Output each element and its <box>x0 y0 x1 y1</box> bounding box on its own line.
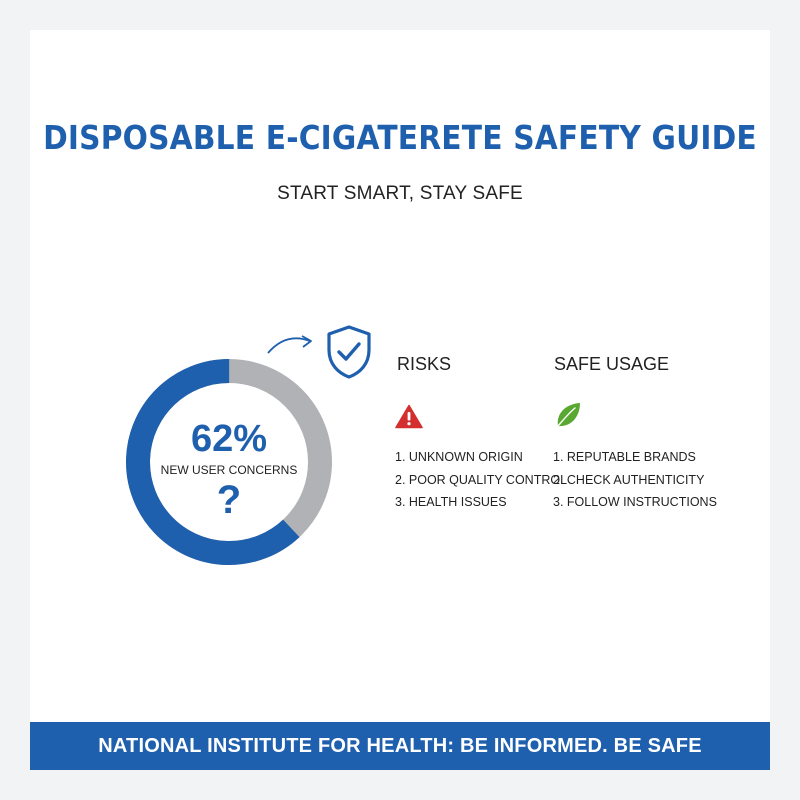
page-subtitle: START SMART, STAY SAFE <box>277 183 523 204</box>
list-item: 3. FOLLOW INSTRUCTIONS <box>553 495 717 509</box>
safe-usage-heading: SAFE USAGE <box>554 354 670 374</box>
list-item: 2. POOR QUALITY CONTROL <box>395 472 568 487</box>
risks-heading: RISKS <box>397 354 452 374</box>
warning-icon <box>395 404 423 429</box>
list-item: 1. REPUTABLE BRANDS <box>553 450 696 464</box>
shield-check-icon <box>325 324 373 380</box>
page-title: DISPOSABLE E-CIGATERETE SAFETY GUIDE <box>43 118 757 157</box>
question-mark-icon: ? <box>216 478 242 522</box>
list-item: 3. HEALTH ISSUES <box>395 495 507 509</box>
leaf-icon <box>553 400 583 430</box>
list-item: 2. CHECK AUTHENTICITY <box>553 472 705 487</box>
donut-filled-segment <box>117 350 341 574</box>
footer-banner: NATIONAL INSTITUTE FOR HEALTH: BE INFORMED. BE SAFE <box>30 722 770 770</box>
list-item: 1. UNKNOWN ORIGIN <box>395 450 523 464</box>
curved-arrow-icon <box>266 331 316 357</box>
stat-percentage: 62% <box>190 418 268 460</box>
safe-usage-list <box>553 446 717 514</box>
stat-label: NEW USER CONCERNS <box>160 463 298 477</box>
risks-list <box>395 446 567 514</box>
donut-chart <box>117 350 341 574</box>
